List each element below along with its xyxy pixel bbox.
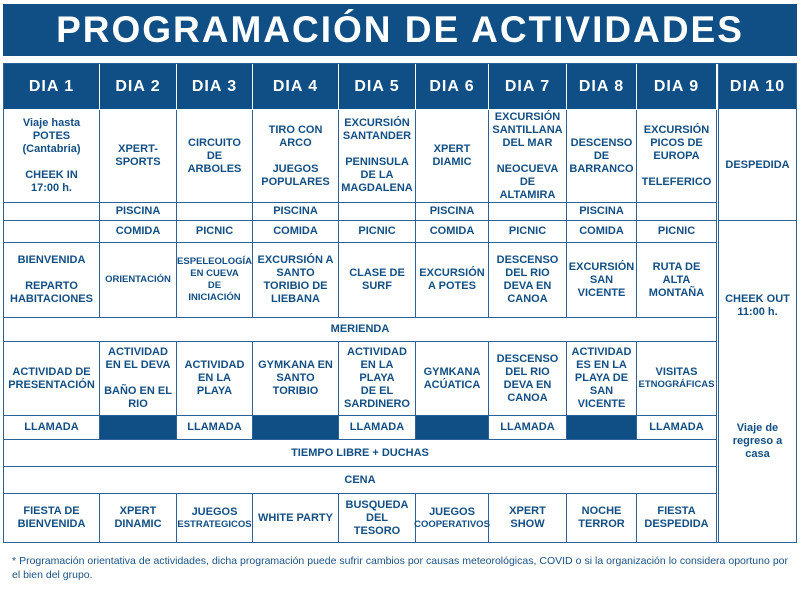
morning-day10: DESPEDIDA — [719, 110, 796, 221]
pool-day7 — [489, 203, 567, 221]
afternoon-day8: EXCURSIÓN SAN VICENTE — [567, 243, 637, 318]
pool-day6: PISCINA — [416, 203, 489, 221]
call-day6 — [416, 416, 489, 440]
morning-day9: EXCURSIÓN PICOS DE EUROPA TELEFERICO — [637, 110, 717, 203]
lunch-day2: COMIDA — [100, 221, 177, 243]
lunch-day1 — [4, 221, 100, 243]
lunch-day9: PICNIC — [637, 221, 717, 243]
afternoon-day4: EXCURSIÓN A SANTO TORIBIO DE LIEBANA — [253, 243, 339, 318]
night-day7: XPERT SHOW — [489, 494, 567, 543]
morning-day6: XPERT DIAMIC — [416, 110, 489, 203]
night-day2: XPERT DINAMIC — [100, 494, 177, 543]
header-day1: DIA 1 — [4, 64, 100, 110]
afternoon-day2: ORIENTACIÓN — [100, 243, 177, 318]
free-time-row: TIEMPO LIBRE + DUCHAS — [4, 440, 717, 467]
evening-day4: GYMKANA EN SANTO TORIBIO — [253, 342, 339, 416]
evening-day9-sub: ETNOGRÁFICAS — [638, 379, 715, 390]
evening-day9 — [637, 342, 717, 416]
night-day1: FIESTA DE BIENVENIDA — [4, 494, 100, 543]
page-title: PROGRAMACIÓN DE ACTIVIDADES — [3, 4, 797, 56]
day10-column — [719, 63, 797, 543]
morning-day7: EXCURSIÓN SANTILLANA DEL MAR NEOCUEVA DE ALTAMIRA — [489, 110, 567, 203]
night-day6-sub: COOPERATIVOS — [414, 518, 490, 530]
header-day2: DIA 2 — [100, 64, 177, 110]
dinner-row: CENA — [4, 467, 717, 494]
evening-day2: ACTIVIDAD EN EL DEVA BAÑO EN EL RIO — [100, 342, 177, 416]
lunch-day3: PICNIC — [177, 221, 253, 243]
day10-checkout: CHEEK OUT 11:00 h. — [725, 293, 790, 318]
afternoon-day7: DESCENSO DEL RIO DEVA EN CANOA — [489, 243, 567, 318]
evening-day3: ACTIVIDAD EN LA PLAYA — [177, 342, 253, 416]
call-day2 — [100, 416, 177, 440]
evening-day5: ACTIVIDAD EN LA PLAYA DE EL SARDINERO — [339, 342, 416, 416]
call-day5: LLAMADA — [339, 416, 416, 440]
evening-day9-main: VISITAS — [655, 366, 698, 378]
header-day5: DIA 5 — [339, 64, 416, 110]
morning-day4: TIRO CON ARCO JUEGOS POPULARES — [253, 110, 339, 203]
pool-day2: PISCINA — [100, 203, 177, 221]
evening-day6: GYMKANA ACÚATICA — [416, 342, 489, 416]
morning-day3: CIRCUITO DE ARBOLES — [177, 110, 253, 203]
snack-row: MERIENDA — [4, 318, 717, 342]
night-day3 — [177, 494, 253, 543]
afternoon-day6: EXCURSIÓN A POTES — [416, 243, 489, 318]
evening-day7: DESCENSO DEL RIO DEVA EN CANOA — [489, 342, 567, 416]
night-day3-main: JUEGOS — [191, 505, 238, 518]
lunch-day5: PICNIC — [339, 221, 416, 243]
pool-day1 — [4, 203, 100, 221]
pool-day5 — [339, 203, 416, 221]
night-day4: WHITE PARTY — [253, 494, 339, 543]
morning-day8: DESCENSO DE BARRANCO — [567, 110, 637, 203]
pool-day3 — [177, 203, 253, 221]
day10-return: Viaje de regreso a casa — [732, 421, 783, 460]
call-day3: LLAMADA — [177, 416, 253, 440]
lunch-day8: COMIDA — [567, 221, 637, 243]
lunch-day6: COMIDA — [416, 221, 489, 243]
header-day4: DIA 4 — [253, 64, 339, 110]
footnote: * Programación orientativa de actividades, dicha programación puede sufrir cambios por causas meteorológicas, COVID o si la organización lo considera oportuno por el bien del grupo. — [12, 555, 788, 581]
pool-day4: PISCINA — [253, 203, 339, 221]
afternoon-day1: BIENVENIDA REPARTO HABITACIONES — [4, 243, 100, 318]
lunch-day4: COMIDA — [253, 221, 339, 243]
night-day6 — [416, 494, 489, 543]
night-day8: NOCHE TERROR — [567, 494, 637, 543]
morning-day5: EXCURSIÓN SANTANDER PENINSULA DE LA MAGDALENA — [339, 110, 416, 203]
morning-day2: XPERT- SPORTS — [100, 110, 177, 203]
night-day9: FIESTA DESPEDIDA — [637, 494, 717, 543]
afternoon-day3: ESPELEOLOGÍA EN CUEVA DE INICIACIÓN — [177, 243, 253, 318]
evening-day8: ACTIVIDAD ES EN LA PLAYA DE SAN VICENTE — [567, 342, 637, 416]
schedule-table — [3, 63, 719, 543]
night-day6-main: JUEGOS — [429, 505, 475, 518]
header-day8: DIA 8 — [567, 64, 637, 110]
morning-day1: Viaje hasta POTES (Cantabria) CHEEK IN 17:00 h. — [4, 110, 100, 203]
pool-day8: PISCINA — [567, 203, 637, 221]
pool-day9 — [637, 203, 717, 221]
header-day3: DIA 3 — [177, 64, 253, 110]
night-day3-sub: ESTRATEGICOS — [177, 518, 252, 530]
header-day9: DIA 9 — [637, 64, 717, 110]
header-day7: DIA 7 — [489, 64, 567, 110]
header-day10: DIA 10 — [719, 64, 796, 110]
afternoon-day9: RUTA DE ALTA MONTAÑA — [637, 243, 717, 318]
header-day6: DIA 6 — [416, 64, 489, 110]
call-day1: LLAMADA — [4, 416, 100, 440]
call-day7: LLAMADA — [489, 416, 567, 440]
call-day9: LLAMADA — [637, 416, 717, 440]
evening-day1: ACTIVIDAD DE PRESENTACIÓN — [4, 342, 100, 416]
night-day5: BUSQUEDA DEL TESORO — [339, 494, 416, 543]
call-day4 — [253, 416, 339, 440]
call-day8 — [567, 416, 637, 440]
lunch-day7: PICNIC — [489, 221, 567, 243]
afternoon-day5: CLASE DE SURF — [339, 243, 416, 318]
